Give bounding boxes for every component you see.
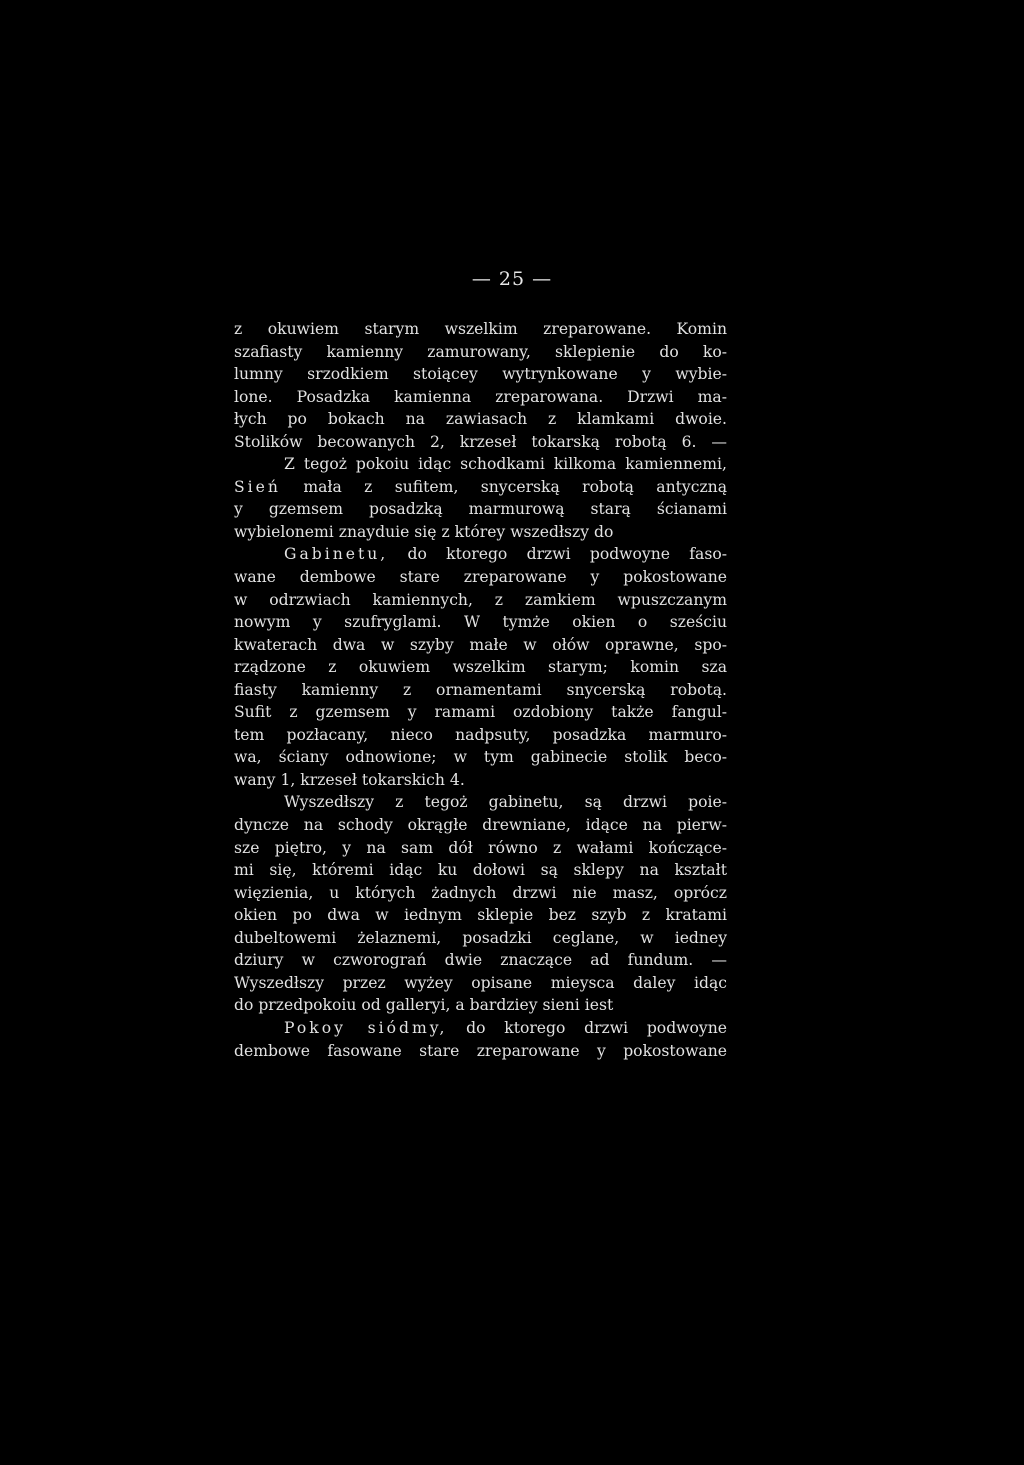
text-segment: Z tegoż pokoiu idąc schodkami kilkoma kamiennemi,	[284, 455, 727, 474]
spaced-heading-word: Gabinetu,	[284, 545, 389, 564]
text-line	[234, 1017, 727, 1040]
text-segment: łych po bokach na zawiasach z klamkami dwoie.	[234, 410, 727, 429]
text-line	[234, 904, 727, 927]
body-text	[234, 318, 727, 1062]
text-segment: mi się, któremi idąc ku dołowi są sklepy na kształt	[234, 861, 727, 880]
text-line	[234, 318, 727, 341]
text-line	[234, 408, 727, 431]
text-line	[234, 769, 727, 792]
text-segment: mała z sufitem, snycerską robotą antyczną	[280, 477, 727, 496]
text-segment: sze piętro, y na sam dół równo z wałami kończące-	[234, 838, 727, 857]
text-line	[234, 724, 727, 747]
text-segment: lumny srzodkiem stoiącey wytrynkowane y wybie-	[234, 365, 727, 384]
text-line	[234, 453, 727, 476]
text-segment: lone. Posadzka kamienna zreparowana. Drzwi ma-	[234, 387, 727, 406]
text-segment: rządzone z okuwiem wszelkim starym; komin sza	[234, 658, 727, 677]
text-segment: tem pozłacany, nieco nadpsuty, posadzka marmuro-	[234, 725, 727, 744]
text-line	[234, 656, 727, 679]
text-line	[234, 589, 727, 612]
text-line	[234, 927, 727, 950]
text-segment: do przedpokoiu od galleryi, a bardziey sieni iest	[234, 996, 614, 1015]
text-segment: wa, ściany odnowione; w tym gabinecie stolik beco-	[234, 748, 727, 767]
text-line	[234, 476, 727, 499]
text-segment: fiasty kamienny z ornamentami snycerską robotą.	[234, 680, 727, 699]
text-segment: nowym y szufryglami. W tymże okien o sześciu	[234, 613, 727, 632]
text-line	[234, 882, 727, 905]
text-line	[234, 837, 727, 860]
text-line	[234, 814, 727, 837]
text-segment: z okuwiem starym wszelkim zreparowane. Komin	[234, 320, 727, 338]
text-line	[234, 746, 727, 769]
text-line	[234, 341, 727, 364]
spaced-heading-word: Sień	[234, 477, 281, 496]
text-line	[234, 498, 727, 521]
text-segment: do ktorego drzwi podwoyne faso-	[388, 545, 727, 564]
text-line	[234, 566, 727, 589]
text-line	[234, 994, 727, 1017]
spaced-heading-word: Pokoy siódmy,	[284, 1018, 448, 1037]
text-line	[234, 791, 727, 814]
text-segment: kwaterach dwa w szyby małe w ołów oprawne, spo-	[234, 635, 727, 654]
text-segment: w odrzwiach kamiennych, z zamkiem wpuszczanym	[234, 590, 727, 609]
text-segment: szafiasty kamienny zamurowany, sklepienie do ko-	[234, 342, 727, 361]
text-segment: wany 1, krzeseł tokarskich 4.	[234, 770, 465, 789]
text-segment: Sufit z gzemsem y ramami ozdobiony także fangul-	[234, 703, 727, 722]
text-segment: więzienia, u których żadnych drzwi nie masz, oprócz	[234, 883, 727, 902]
text-segment: Wyszedłszy przez wyżey opisane mieysca daley idąc	[234, 973, 727, 992]
text-line	[234, 972, 727, 995]
text-segment: okien po dwa w iednym sklepie bez szyb z kratami	[234, 906, 727, 925]
text-line	[234, 1040, 727, 1063]
text-segment: dembowe fasowane stare zreparowane y pokostowane	[234, 1041, 727, 1060]
text-line	[234, 431, 727, 454]
text-line	[234, 521, 727, 544]
text-line	[234, 611, 727, 634]
text-segment: do ktorego drzwi podwoyne	[447, 1018, 727, 1037]
text-segment: dyncze na schody okrągłe drewniane, idące na pierw-	[234, 816, 727, 835]
text-line	[234, 363, 727, 386]
text-line	[234, 679, 727, 702]
text-segment: dubeltowemi żelaznemi, posadzki ceglane, w iedney	[234, 928, 727, 947]
text-segment: dziury w czworograń dwie znaczące ad fundum. —	[234, 951, 727, 970]
text-segment: wybielonemi znayduie się z którey wszedłszy do	[234, 522, 614, 541]
text-segment: Stolików becowanych 2, krzeseł tokarską robotą 6. —	[234, 432, 727, 451]
text-line	[234, 949, 727, 972]
page-number: — 25 —	[471, 268, 553, 290]
text-segment: Wyszedłszy z tegoż gabinetu, są drzwi poie-	[284, 793, 727, 812]
text-line	[234, 859, 727, 882]
text-line	[234, 386, 727, 409]
text-line	[234, 701, 727, 724]
text-line	[234, 543, 727, 566]
text-segment: wane dembowe stare zreparowane y pokostowane	[234, 568, 727, 587]
text-line	[234, 634, 727, 657]
text-segment: y gzemsem posadzką marmurową starą ścianami	[234, 500, 727, 519]
